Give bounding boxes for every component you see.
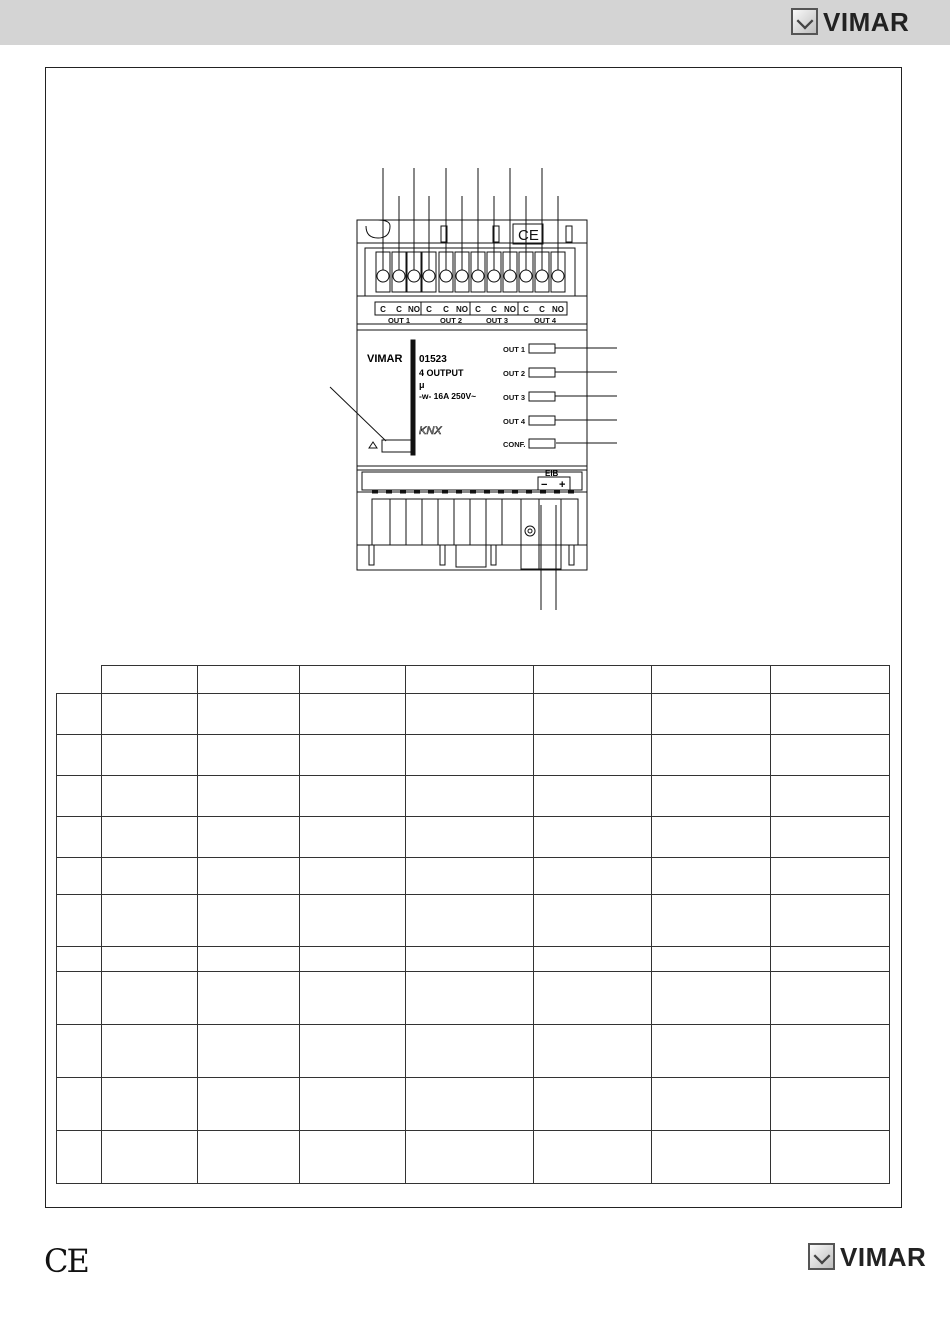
- table-cell: [102, 947, 198, 972]
- table-cell: [652, 666, 771, 694]
- table-cell: [198, 735, 300, 776]
- table-cell: [771, 694, 890, 735]
- table-cell: [406, 947, 534, 972]
- table-cell: [652, 858, 771, 895]
- table-cell: [102, 1025, 198, 1078]
- terminal-label: NO: [456, 305, 468, 314]
- table-row: [57, 972, 890, 1025]
- terminal-label: C: [491, 305, 497, 314]
- terminal-label: C: [443, 305, 449, 314]
- table-cell: [198, 1131, 300, 1184]
- device-model: 01523: [419, 354, 447, 365]
- table-cell: [771, 1025, 890, 1078]
- footer-logo: [808, 1243, 926, 1270]
- terminal-label: NO: [504, 305, 516, 314]
- table-cell: [300, 735, 406, 776]
- bus-label: EIB: [545, 469, 559, 478]
- terminal-screw-5: [440, 270, 452, 282]
- table-cell: [102, 858, 198, 895]
- terminal-label: C: [426, 305, 432, 314]
- table-cell: [300, 1025, 406, 1078]
- table-cell: [534, 776, 652, 817]
- table-cell: [771, 735, 890, 776]
- button-label: OUT 2: [503, 369, 526, 378]
- vimar-logo-icon: [808, 1243, 835, 1270]
- terminal-screw-6: [456, 270, 468, 282]
- table-cell: [198, 1078, 300, 1131]
- terminal-label: NO: [552, 305, 564, 314]
- device-diagram: [0, 0, 950, 660]
- table-cell: [771, 1131, 890, 1184]
- bus-minus: −: [541, 479, 548, 491]
- table-cell: [534, 694, 652, 735]
- device-mu: μ: [419, 380, 425, 390]
- table-cell: [406, 776, 534, 817]
- table-cell: [102, 1078, 198, 1131]
- ce-box-mark: CE: [518, 227, 539, 244]
- terminal-screw-8: [488, 270, 500, 282]
- table-cell: [406, 1025, 534, 1078]
- table-cell: [652, 817, 771, 858]
- button-label: OUT 1: [503, 345, 526, 354]
- table-row: [57, 895, 890, 947]
- table-cell: [102, 1131, 198, 1184]
- table-cell: [406, 1131, 534, 1184]
- device-brand: VIMAR: [367, 353, 403, 365]
- table-cell: [300, 895, 406, 947]
- footer-brand-name: VIMAR: [840, 1241, 927, 1272]
- bus-connector: [521, 499, 539, 569]
- table-cell: [57, 947, 102, 972]
- table-row: [57, 666, 890, 694]
- terminal-label: C: [380, 305, 386, 314]
- table-cell: [198, 972, 300, 1025]
- table-cell: [771, 972, 890, 1025]
- table-cell: [102, 895, 198, 947]
- data-table: [56, 665, 890, 1184]
- table-cell: [57, 776, 102, 817]
- table-cell: [198, 666, 300, 694]
- table-cell: [406, 694, 534, 735]
- bus-plus: +: [559, 479, 566, 491]
- table-cell: [406, 858, 534, 895]
- output-button: [529, 368, 555, 377]
- table-cell: [534, 947, 652, 972]
- table-cell: [57, 858, 102, 895]
- table-cell: [102, 776, 198, 817]
- output-group-label: OUT 1: [387, 316, 411, 325]
- table-cell: [406, 972, 534, 1025]
- table-cell: [771, 666, 890, 694]
- device-rating: -w- 16A 250V~: [419, 391, 477, 401]
- table-cell: [406, 1078, 534, 1131]
- table-cell: [57, 694, 102, 735]
- table-cell: [406, 735, 534, 776]
- table-cell: [534, 817, 652, 858]
- terminal-screw-3: [408, 270, 420, 282]
- terminal-screw-1: [377, 270, 389, 282]
- terminal-label: C: [396, 305, 402, 314]
- table-row: [57, 694, 890, 735]
- table-cell: [102, 972, 198, 1025]
- table-cell: [198, 1025, 300, 1078]
- table-cell: [406, 666, 534, 694]
- table-cell: [198, 858, 300, 895]
- terminal-label: C: [523, 305, 529, 314]
- table-cell: [652, 1025, 771, 1078]
- table-cell: [652, 1078, 771, 1131]
- table-cell: [406, 817, 534, 858]
- table-cell: [771, 947, 890, 972]
- table-cell: [652, 735, 771, 776]
- table-cell: [300, 1131, 406, 1184]
- footer-ce-mark: CE: [44, 1242, 88, 1280]
- table-cell: [57, 1025, 102, 1078]
- table-cell: [771, 895, 890, 947]
- output-button: [529, 439, 555, 448]
- manual-button: [382, 440, 412, 452]
- table-cell: [300, 666, 406, 694]
- table-cell: [198, 947, 300, 972]
- table-cell: [652, 1131, 771, 1184]
- table-cell: [57, 1131, 102, 1184]
- table-cell: [102, 735, 198, 776]
- table-cell: [534, 858, 652, 895]
- table-cell: [198, 776, 300, 817]
- table-row: [57, 1025, 890, 1078]
- terminal-label: C: [539, 305, 545, 314]
- device-description: 4 OUTPUT: [419, 368, 464, 378]
- table-cell: [771, 858, 890, 895]
- table-cell: [198, 895, 300, 947]
- table-cell: [300, 972, 406, 1025]
- table-cell: [102, 666, 198, 694]
- table-cell: [406, 895, 534, 947]
- button-label: OUT 4: [503, 417, 526, 426]
- table-cell: [534, 895, 652, 947]
- table-cell: [57, 972, 102, 1025]
- table-cell: [652, 776, 771, 817]
- table-row: [57, 947, 890, 972]
- table-row: [57, 735, 890, 776]
- terminal-screw-12: [552, 270, 564, 282]
- output-group-label: OUT 3: [485, 316, 509, 325]
- table-cell: [300, 694, 406, 735]
- output-button: [529, 392, 555, 401]
- table-cell: [534, 666, 652, 694]
- table-cell: [102, 817, 198, 858]
- knx-logo: KNX: [419, 425, 442, 437]
- button-label: OUT 3: [503, 393, 526, 402]
- output-group-label: OUT 2: [439, 316, 463, 325]
- table-cell: [652, 972, 771, 1025]
- header-brand-name: VIMAR: [823, 6, 910, 37]
- table-cell: [534, 735, 652, 776]
- table-cell: [652, 895, 771, 947]
- table-cell: [300, 776, 406, 817]
- table-cell: [771, 776, 890, 817]
- table-cell: [102, 694, 198, 735]
- table-cell: [652, 694, 771, 735]
- table-cell: [534, 972, 652, 1025]
- table-cell: [198, 694, 300, 735]
- output-group-label: OUT 4: [533, 316, 557, 325]
- table-cell: [534, 1131, 652, 1184]
- table-cell: [57, 895, 102, 947]
- table-cell: [534, 1078, 652, 1131]
- table-row: [57, 817, 890, 858]
- table-cell: [57, 817, 102, 858]
- table-cell: [300, 1078, 406, 1131]
- table-cell: [300, 817, 406, 858]
- button-label: CONF.: [503, 440, 526, 449]
- table-cell: [771, 817, 890, 858]
- table-cell: [198, 817, 300, 858]
- terminal-label: C: [475, 305, 481, 314]
- table-row: [57, 1131, 890, 1184]
- table-cell: [652, 947, 771, 972]
- table-cell: [771, 1078, 890, 1131]
- table-row: [57, 1078, 890, 1131]
- table-cell: [57, 735, 102, 776]
- terminal-screw-4: [423, 270, 435, 282]
- terminal-screw-2: [393, 270, 405, 282]
- terminal-screw-11: [536, 270, 548, 282]
- output-button: [529, 344, 555, 353]
- table-cell: [57, 666, 102, 694]
- table-cell: [300, 947, 406, 972]
- terminal-screw-9: [504, 270, 516, 282]
- table-row: [57, 776, 890, 817]
- terminal-screw-7: [472, 270, 484, 282]
- table-row: [57, 858, 890, 895]
- terminal-label: NO: [408, 305, 420, 314]
- output-button: [529, 416, 555, 425]
- table-cell: [300, 858, 406, 895]
- table-cell: [57, 1078, 102, 1131]
- table-cell: [534, 1025, 652, 1078]
- terminal-screw-10: [520, 270, 532, 282]
